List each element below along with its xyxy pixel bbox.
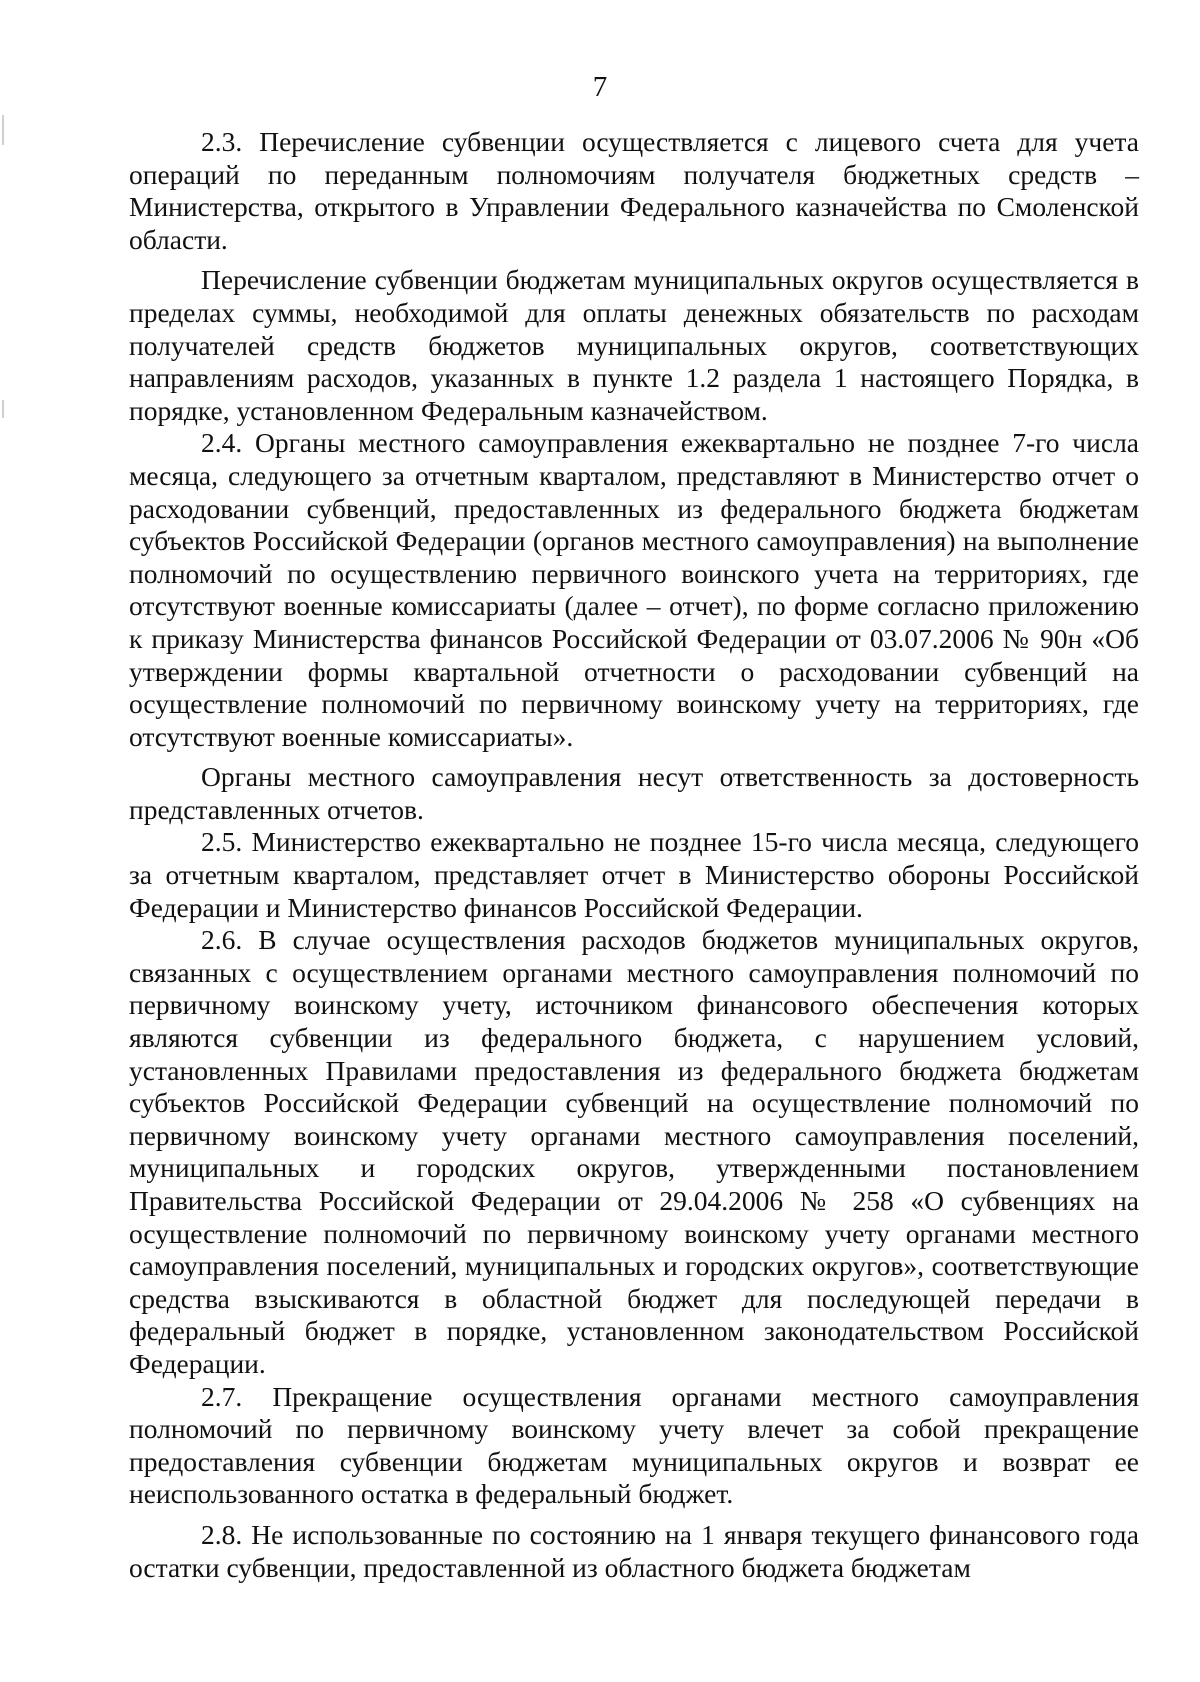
scan-edge-mark: [2, 400, 4, 418]
scan-edge-mark: [2, 115, 4, 145]
paragraph-2-4: 2.4. Органы местного самоуправления ежеквартально не позднее 7-го числа месяца, следующего за отчетным кварталом, представляют в Министерство отчет о расходовании субвенций, предоставленных из федерального бюджета бюджетам субъектов Российской Федерации (органов местного самоуправления) на выполнение полномочий по осуществлению первичного воинского учета на территориях, где отсутствуют военные комиссариаты (далее – отчет), по форме согласно приложению к приказу Министерства финансов Российской Федерации от 03.07.2006 № 90н «Об утверждении формы квартальной отчетности о расходовании субвенций на осуществление полномочий по первичному воинскому учету на территориях, где отсутствуют военные комиссариаты».: [129, 427, 1139, 752]
paragraph-2-7: 2.7. Прекращение осуществления органами местного самоуправления полномочий по первичному воинскому учету влечет за собой прекращение предоставления субвенции бюджетам муниципальных округов и возврат ее неиспользованного остатка в федеральный бюджет.: [129, 1380, 1139, 1510]
page-number: 7: [592, 71, 608, 103]
paragraph-2-3-continued: Перечисление субвенции бюджетам муниципальных округов осуществляется в пределах суммы, необходимой для оплаты денежных обязательств по расходам получателей средств бюджетов муниципальных округов, соответствующих направлениям расходов, указанных в пункте 1.2 раздела 1 настоящего Порядка, в порядке, установленном Федеральным казначейством.: [129, 264, 1139, 426]
paragraph-2-3: 2.3. Перечисление субвенции осуществляется с лицевого счета для учета операций по переданным полномочиям получателя бюджетных средств – Министерства, открытого в Управлении Федерального казначейства по Смоленской области.: [129, 126, 1139, 255]
paragraph-2-8: 2.8. Не использованные по состоянию на 1 января текущего финансового года остатки субвенции, предоставленной из областного бюджета бюджетам: [129, 1518, 1139, 1583]
paragraph-2-5: 2.5. Министерство ежеквартально не позднее 15-го числа месяца, следующего за отчетным кварталом, представляет отчет в Министерство обороны Российской Федерации и Министерство финансов Российской Федерации.: [129, 826, 1139, 923]
paragraph-2-6: 2.6. В случае осуществления расходов бюджетов муниципальных округов, связанных с осуществлением органами местного самоуправления полномочий по первичному воинскому учету, источником финансового обеспечения которых являются субвенции из федерального бюджета, с нарушением условий, установленных Правилами предоставления из федерального бюджета бюджетам субъектов Российской Федерации субвенций на осуществление полномочий по первичному воинскому учету органами местного самоуправления поселений, муниципальных и городских округов, утвержденными постановлением Правительства Российской Федерации от 29.04.2006 № 258 «О субвенциях на осуществление полномочий по первичному воинскому учету органами местного самоуправления поселений, муниципальных и городских округов», соответствующие средства взыскиваются в областной бюджет для последующей передачи в федеральный бюджет в порядке, установленном законодательством Российской Федерации.: [129, 924, 1139, 1379]
paragraph-2-4-continued: Органы местного самоуправления несут ответственность за достоверность представленных отчетов.: [129, 761, 1139, 825]
document-body: [129, 126, 1139, 1584]
